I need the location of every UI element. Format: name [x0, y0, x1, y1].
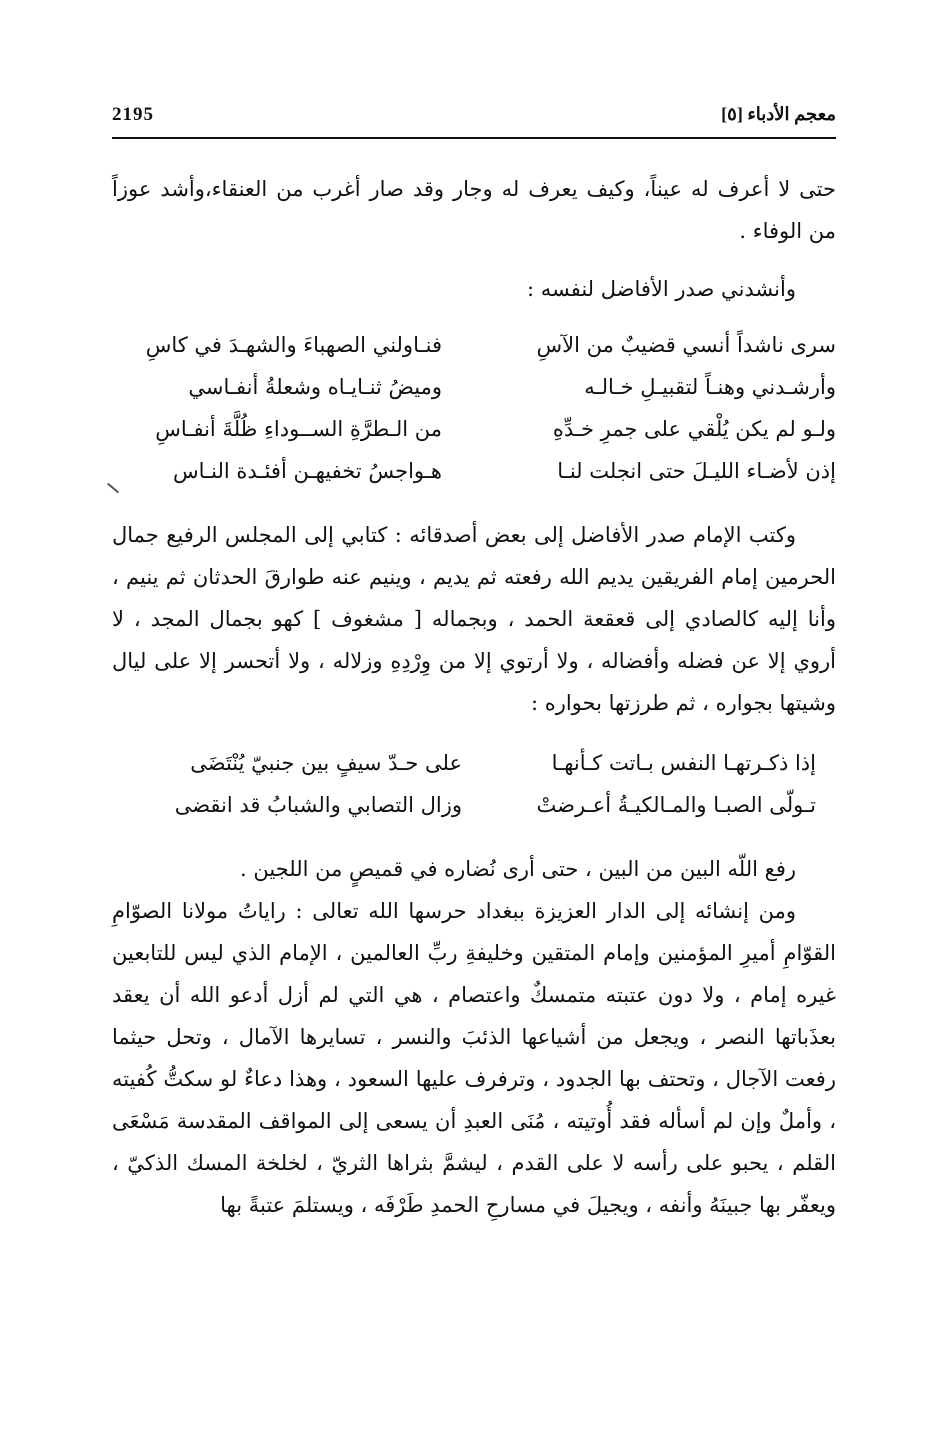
running-title: معجم الأدباء [٥]: [721, 104, 836, 124]
poem-1: [112, 324, 836, 492]
verse-line: [112, 450, 836, 492]
verse-line: [112, 784, 836, 826]
verse-second-hemistich: على حـدّ سيفٍ بين جنبيّ يُنْتَضَى: [190, 751, 462, 775]
verse-line: [112, 742, 836, 784]
verse-first-hemistich: إذن لأضـاء الليـلَ حتى انجلت لنـا: [557, 459, 836, 483]
paragraph-2: وأنشدني صدر الأفاضل لنفسه :: [526, 277, 796, 301]
verse-first-hemistich: سرى ناشداً أنسي قضيبٌ من الآسِ: [536, 333, 836, 357]
paragraph-5: ومن إنشائه إلى الدار العزيزة ببغداد حرسها الله تعالى : راياتُ مولانا الصوّامِ القوّامِ أميرِ المؤمنين وإمام المتقين وخليفةِ ربِّ العالمين ، الإمام الذي ليس للتابعين غيره إمام ، ولا دون عتبته متمسكٌ واعتصام ، هي التي لم أزل أدعو الله أن يعقد بعذَباتها النصر ، ويجعل من أشياعها الذئبَ والنسر ، تسايرها الآمال ، وتحل حيثما رفعت الآجال ، وتحتف بها الجدود ، وترفرف عليها السعود ، وهذا دعاءٌ لو سكتُّ كُفيته ، وأملٌ وإن لم أسأله فقد أُوتيته ، مُنَى العبدِ أن يسعى إلى المواقف المقدسة مَسْعَى القلم ، يحبو على رأسه لا على القدم ، ليشمَّ بثراها الثريّ ، لخلخة المسك الذكيّ ، ويعفّر بها جبينَهُ وأنفه ، ويجيلَ في مسارحِ الحمدِ طَرْفَه ، ويستلمَ عتبةً بها: [112, 899, 836, 1217]
verse-second-hemistich: وزال التصابي والشبابُ قد انقضى: [174, 793, 462, 817]
verse-second-hemistich: هـواجسُ تخفيهـن أفئـدة النـاس: [172, 459, 442, 483]
verse-line: [112, 366, 836, 408]
paragraph-3: وكتب الإمام صدر الأفاضل إلى بعض أصدقائه : كتابي إلى المجلس الرفيع جمال الحرمين إمام الفريقين يديم الله رفعته ثم يديم ، وينيم عنه طوارقَ الحدثان ثم ينيم ، وأنا إليه كالصادي إلى قعقعة الحمد ، وبجماله [ مشغوف ] كهو بجمال المجد ، لا أروي إلا عن فضله وأفضاله ، ولا أرتوي إلا من وِرْدِهِ وزلاله ، ولا أتحسر إلا على ليال وشيتها بجواره ، ثم طرزتها بحواره :: [112, 523, 836, 715]
paragraph-1: حتى لا أعرف له عيناً، وكيف يعرف له وجار وقد صار أغرب من العنقاء،وأشد عوزاً من الوفاء .: [112, 177, 836, 243]
poem-2: [112, 742, 836, 826]
verse-first-hemistich: إذا ذكـرتهـا النفس بـاتت كـأنهـا: [551, 751, 816, 775]
verse-second-hemistich: وميضُ ثنـايـاه وشعلةُ أنفـاسي: [188, 375, 442, 399]
page-body: [112, 168, 836, 1226]
verse-line: [112, 324, 836, 366]
verse-first-hemistich: وأرشـدني وهنـاً لتقبيـلِ خـالـه: [584, 375, 836, 399]
page-header: [112, 104, 836, 134]
verse-line: [112, 408, 836, 450]
verse-first-hemistich: ولـو لم يكن يُلْقي على جمرِ خـدِّهِ: [552, 417, 836, 441]
verse-first-hemistich: تـولّى الصبـا والمـالكيـةُ أعـرضتْ: [536, 793, 816, 817]
header-rule: [112, 137, 836, 139]
verse-second-hemistich: فنـاولني الصهباءَ والشهـدَ في كاسِ: [145, 333, 442, 357]
page-number: 2195: [112, 104, 154, 125]
verse-second-hemistich: من الـطرَّةِ الســوداءِ ظُلَّةَ أنفـاسِ: [155, 417, 442, 441]
paragraph-4: رفع اللّه البين من البين ، حتى أرى نُضاره في قميصٍ من اللجين .: [240, 857, 796, 881]
